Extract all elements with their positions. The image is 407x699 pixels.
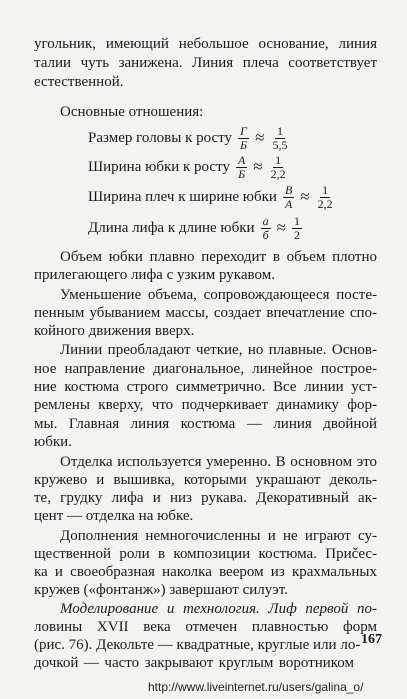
text-line: мы. Главная линия костюма — линия двойной [34,416,377,432]
ratio-label: Ширина плеч к ширине юбки [88,188,277,205]
approx-symbol: ≈ [276,218,286,237]
text-line: ное направление диагональное, линейное построе- [34,361,377,377]
text-line: Линии преобладают четкие, но плавные. Основ- [60,342,377,358]
watermark-url: http://www.liveinternet.ru/users/galina_o/ [148,680,364,694]
ratio-fraction: $\frac{А}{Б}$ [237,152,246,181]
text-line: цент — отделка на юбке. [34,508,194,524]
ratio-row-bodice [88,211,302,245]
text-line: талии чуть занижена. Линия плеча соответствует [34,55,377,71]
text-line: койного движения вверх. [34,323,195,339]
text-line: Уменьшение объема, сопровождающееся посте- [60,287,377,303]
text-line: щественной роли в композиции костюма. Приčес- [34,546,377,562]
ratio-value: $\frac{1}{5,5}$ [272,123,288,152]
text-line: дочкой — часто закрывают круглым воротником [34,655,354,671]
text-line: ремлены кверху, что подчеркивает динамику фор- [34,397,377,413]
ratio-fraction: $\frac{В}{А}$ [284,182,293,211]
text-line: ние костюма строго симметрично. Все линии уст- [34,379,377,395]
text-line: пенным убыванием массы, создает впечатление спо- [34,305,377,321]
text-line: юбки. [34,434,72,450]
ratio-label: Ширина юбки к росту [88,158,230,175]
text-line: Моделирование и технология. Лиф первой по- [60,601,377,617]
text-line: угольник, имеющий небольшое основание, линия [34,36,377,52]
text-line: те, грудку лифа и низ рукава. Декоративный ак- [34,490,377,506]
text-line: кружево и вышивка, которыми украшают деколь- [34,472,377,488]
text-line: ловины XVII века отмечен плавностью форм [34,619,377,635]
ratio-value: $\frac{1}{2,2}$ [317,182,333,211]
ratio-fraction: $\frac{Г}{Б}$ [240,123,248,152]
ratio-row-shoulders [88,180,335,214]
ratio-value: $\frac{1}{2}$ [293,213,300,242]
ratio-row-skirt [88,150,288,184]
ratios-heading: Основные отношения: [60,104,204,120]
page-number: 167 [361,632,382,647]
text-line: естественной. [34,74,124,90]
ratio-label: Размер головы к росту [88,129,233,146]
ratio-value: $\frac{1}{2,2}$ [270,152,286,181]
approx-symbol: ≈ [255,128,265,147]
approx-symbol: ≈ [253,157,263,176]
ratio-label: Длина лифа к длине юбки [88,219,255,236]
approx-symbol: ≈ [300,187,310,206]
ratio-fraction: $\frac{а}{б}$ [262,213,269,242]
text-line: Дополнения немногочисленны и не играют су- [60,528,377,544]
text-line: Отделка используется умеренно. В основном это [60,454,377,470]
text-line: Объем юбки плавно переходит в объем плотно [60,249,377,265]
text-line: прилегающего лифа с узким рукавом. [34,267,275,283]
text-line: ка и своеобразная наколка веером из крахмальных [34,564,377,580]
text-line: (рис. 76). Декольте — квадратные, круглые или ло- [34,637,361,653]
text-line: кружев («фонтанж») завершают силуэт. [34,582,288,598]
